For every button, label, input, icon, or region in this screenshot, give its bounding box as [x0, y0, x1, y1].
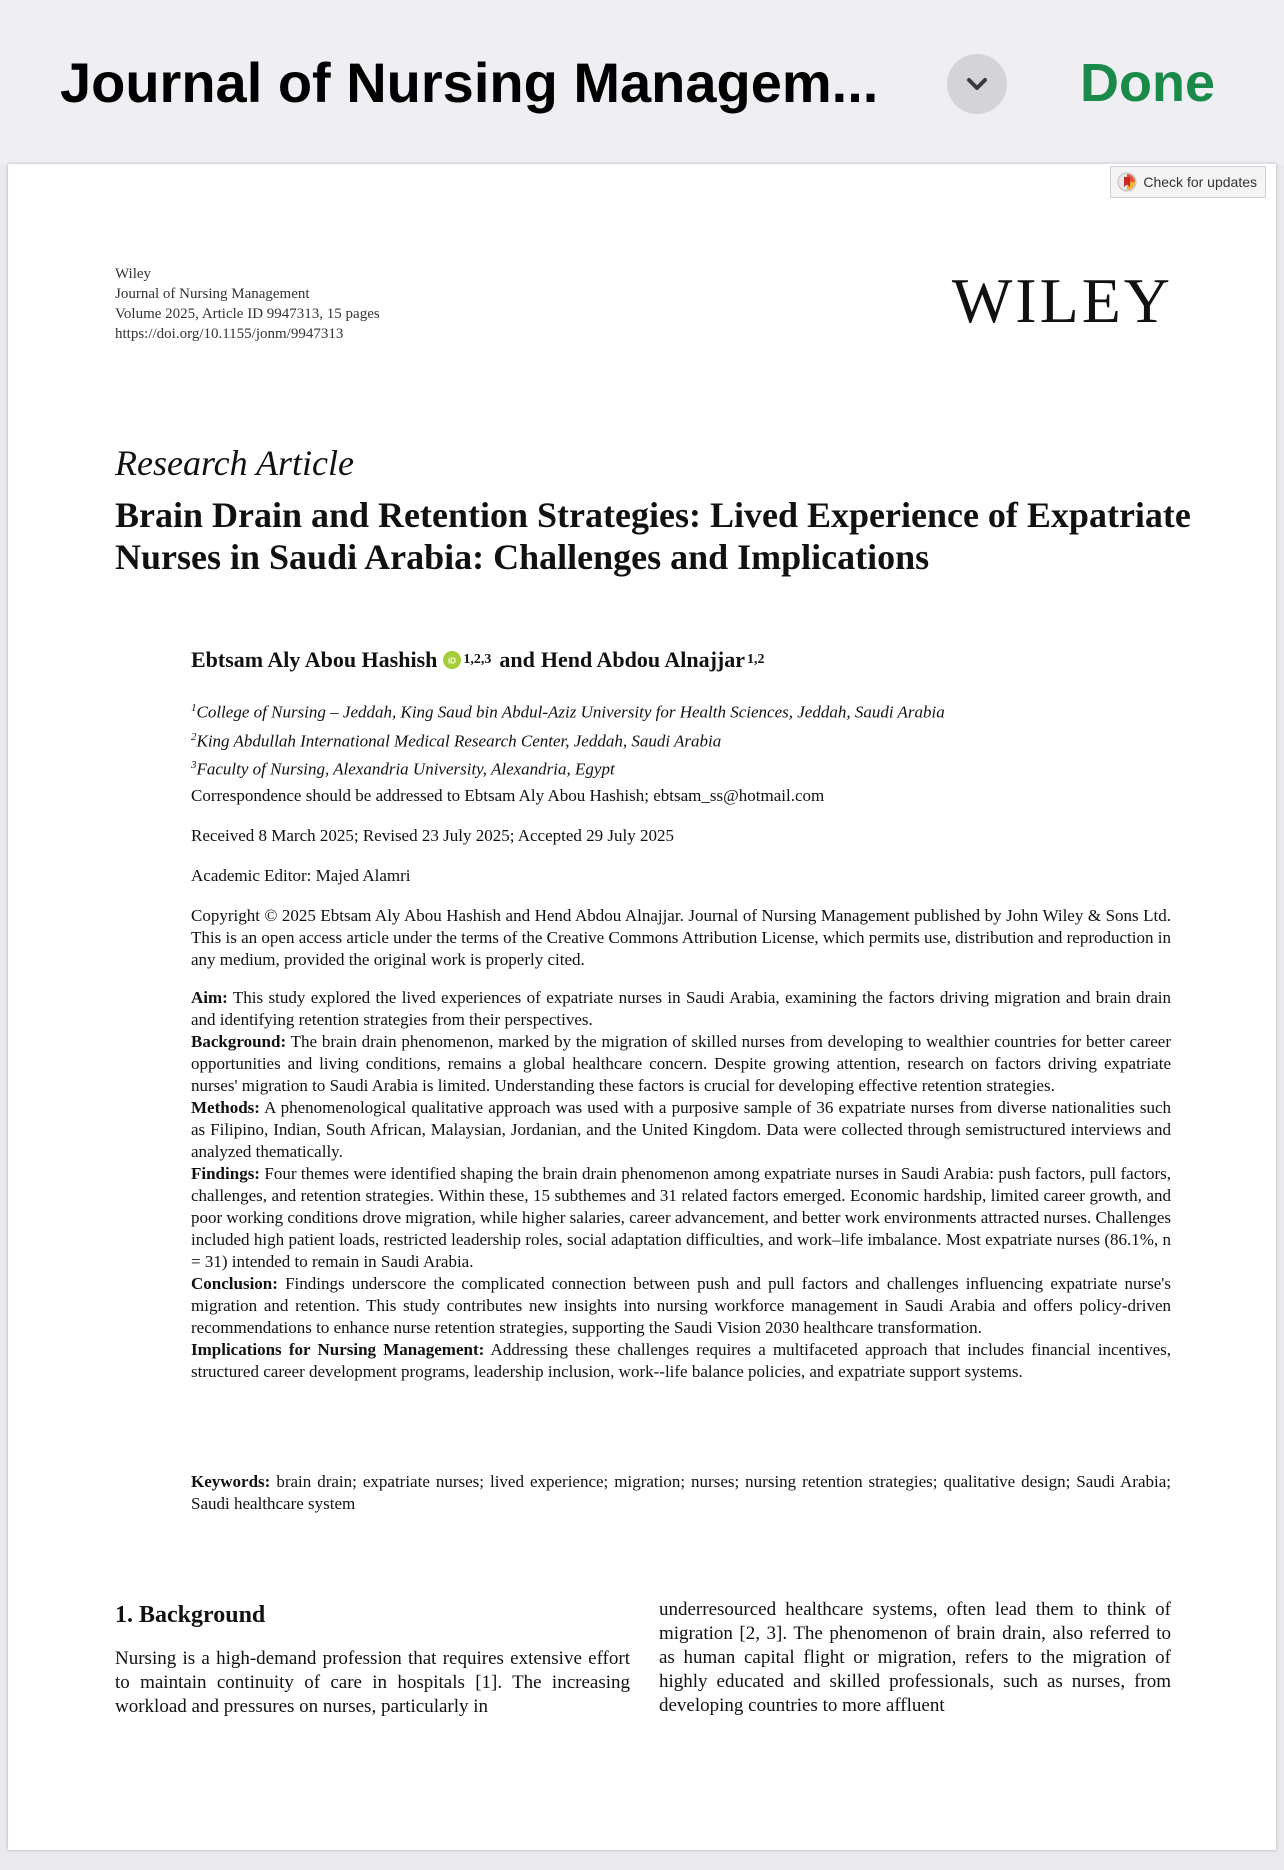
conclusion-text: Findings underscore the complicated connection between push and pull factors and challenges influencing expatriate nurse's migration and retention. This study contributes new insights into nursing workforce management in Saudi Arabia and offers policy-driven recommendations to enhance nurse retention strategies, supporting the Saudi Vision 2030 healthcare transformation. [191, 1274, 1171, 1337]
body-column-left [115, 1647, 630, 1719]
findings-label: Findings: [191, 1164, 260, 1183]
keywords-label: Keywords: [191, 1472, 271, 1491]
wiley-logo: WILEY [951, 265, 1173, 336]
check-for-updates-label: Check for updates [1143, 174, 1257, 190]
affiliation-number: 2 [191, 730, 197, 743]
article-dates: Received 8 March 2025; Revised 23 July 2025; Accepted 29 July 2025 [191, 826, 674, 845]
abstract-implications [191, 1339, 1171, 1383]
aim-label: Aim: [191, 988, 228, 1007]
author-2-affil: 1,2 [747, 652, 765, 667]
document-title: Journal of Nursing Managem... [60, 51, 879, 114]
affiliation-number: 3 [191, 759, 197, 772]
background-label: Background: [191, 1032, 287, 1051]
article-type: Research Article [115, 443, 354, 483]
aim-text: This study explored the lived experiences of expatriate nurses in Saudi Arabia, examining the factors driving migration and brain drain and identifying retention strategies from their perspectives. [191, 988, 1171, 1029]
implications-label: Implications for Nursing Management: [191, 1340, 485, 1359]
conclusion-label: Conclusion: [191, 1274, 278, 1293]
implications-text: Addressing these challenges requires a multifaceted approach that includes financial incentives, structured career development programs, leadership inclusion, work--life balance policies, and expatriate support systems. [191, 1340, 1171, 1381]
affiliation-text: King Abdullah International Medical Research Center, Jeddah, Saudi Arabia [196, 731, 722, 751]
affiliation [191, 696, 945, 725]
body-paragraph: underresourced healthcare systems, often lead them to think of migration [2, 3]. The phenomenon of brain drain, also referred to as human capital flight or migration, refers to the migration of highly educated and skilled professionals, such as nurses, from developing countries to more affluent [659, 1599, 1171, 1716]
affiliation [191, 725, 945, 754]
abstract-aim [191, 987, 1171, 1031]
abstract-methods [191, 1097, 1171, 1163]
publisher-name: Wiley [115, 266, 152, 282]
author-1-name: Ebtsam Aly Abou Hashish [191, 647, 438, 672]
doi-link[interactable]: https://doi.org/10.1155/jonm/9947313 [115, 326, 344, 342]
correspondence: Correspondence should be addressed to Ebtsam Aly Abou Hashish; ebtsam_ss@hotmail.com [191, 786, 825, 805]
article-title: Brain Drain and Retention Strategies: Lived Experience of Expatriate Nurses in Saudi Arabia: Challenges and Implications [115, 495, 1191, 577]
affiliation [191, 753, 945, 782]
background-text: The brain drain phenomenon, marked by the migration of skilled nurses from developing to wealthier countries for better career opportunities and living conditions, remains a global healthcare concern. Despite growing attention, research on factors driving expatriate nurses' migration to Saudi Arabia is limited. Understanding these factors is crucial for developing effective retention strategies. [191, 1032, 1172, 1095]
body-column-right [659, 1598, 1171, 1718]
affiliations [191, 696, 945, 782]
journal-meta [115, 264, 380, 344]
body-paragraph: Nursing is a high-demand profession that requires extensive effort to maintain continuity of care in hospitals [1]. The increasing workload and pressures on nurses, particularly in [115, 1648, 630, 1717]
methods-label: Methods: [191, 1098, 260, 1117]
affiliation-text: Faculty of Nursing, Alexandria University, Alexandria, Egypt [196, 759, 615, 779]
chevron-down-icon [964, 71, 990, 97]
abstract-background [191, 1031, 1171, 1097]
author-connector: and [499, 647, 535, 672]
abstract-conclusion [191, 1273, 1171, 1339]
keywords-text: brain drain; expatriate nurses; lived experience; migration; nurses; nursing retention strategies; qualitative design; Saudi Arabia; Saudi healthcare system [191, 1472, 1172, 1513]
affiliation-text: College of Nursing – Jeddah, King Saud bin Abdul-Aziz University for Health Sciences, Jeddah, Saudi Arabia [196, 702, 945, 722]
svg-text:iD: iD [448, 656, 457, 666]
findings-text: Four themes were identified shaping the brain drain phenomenon among expatriate nurses in Saudi Arabia: push factors, pull factors, challenges, and retention strategies. Within these, 15 subthemes and 31 related factors emerged. Economic hardship, limited career growth, and poor working conditions drove migration, while higher salaries, career advancement, and better work environments attracted nurses. Challenges included high patient loads, restricted leadership roles, social adaptation difficulties, and work–life imbalance. Most expatriate nurses (86.1%, n = 31) intended to remain in Saudi Arabia. [191, 1164, 1172, 1271]
copyright-notice [191, 905, 1171, 971]
crossmark-icon [1117, 172, 1137, 192]
done-button[interactable]: Done [1080, 53, 1215, 113]
volume-info: Volume 2025, Article ID 9947313, 15 pages [115, 306, 380, 322]
author-2-name: Hend Abdou Alnajjar [540, 647, 746, 672]
author-1-affil: 1,2,3 [463, 652, 492, 667]
title-menu-button[interactable] [947, 54, 1007, 114]
top-bar [0, 0, 1284, 165]
check-for-updates-button[interactable] [1110, 166, 1266, 198]
abstract-findings [191, 1163, 1171, 1273]
academic-editor: Academic Editor: Majed Alamri [191, 866, 411, 885]
copyright-text: Copyright © 2025 Ebtsam Aly Abou Hashish and Hend Abdou Alnajjar. Journal of Nursing Management published by John Wiley & Sons Ltd. This is an open access article under the terms of the Creative Commons Attribution License, which permits use, distribution and reproduction in any medium, provided the original work is properly cited. [191, 906, 1171, 969]
affiliation-number: 1 [191, 702, 197, 714]
keywords [191, 1471, 1171, 1515]
abstract [191, 987, 1171, 1383]
author-list [191, 647, 765, 673]
orcid-icon[interactable] [443, 651, 461, 669]
methods-text: A phenomenological qualitative approach was used with a purposive sample of 36 expatriate nurses from diverse nationalities such as Filipino, Indian, South African, Malaysian, Jordanian, and the United Kingdom. Data were collected through semistructured interviews and analyzed thematically. [191, 1098, 1172, 1161]
section-heading: 1. Background [115, 1602, 266, 1628]
journal-name: Journal of Nursing Management [115, 286, 310, 302]
pdf-page[interactable] [8, 164, 1276, 1850]
